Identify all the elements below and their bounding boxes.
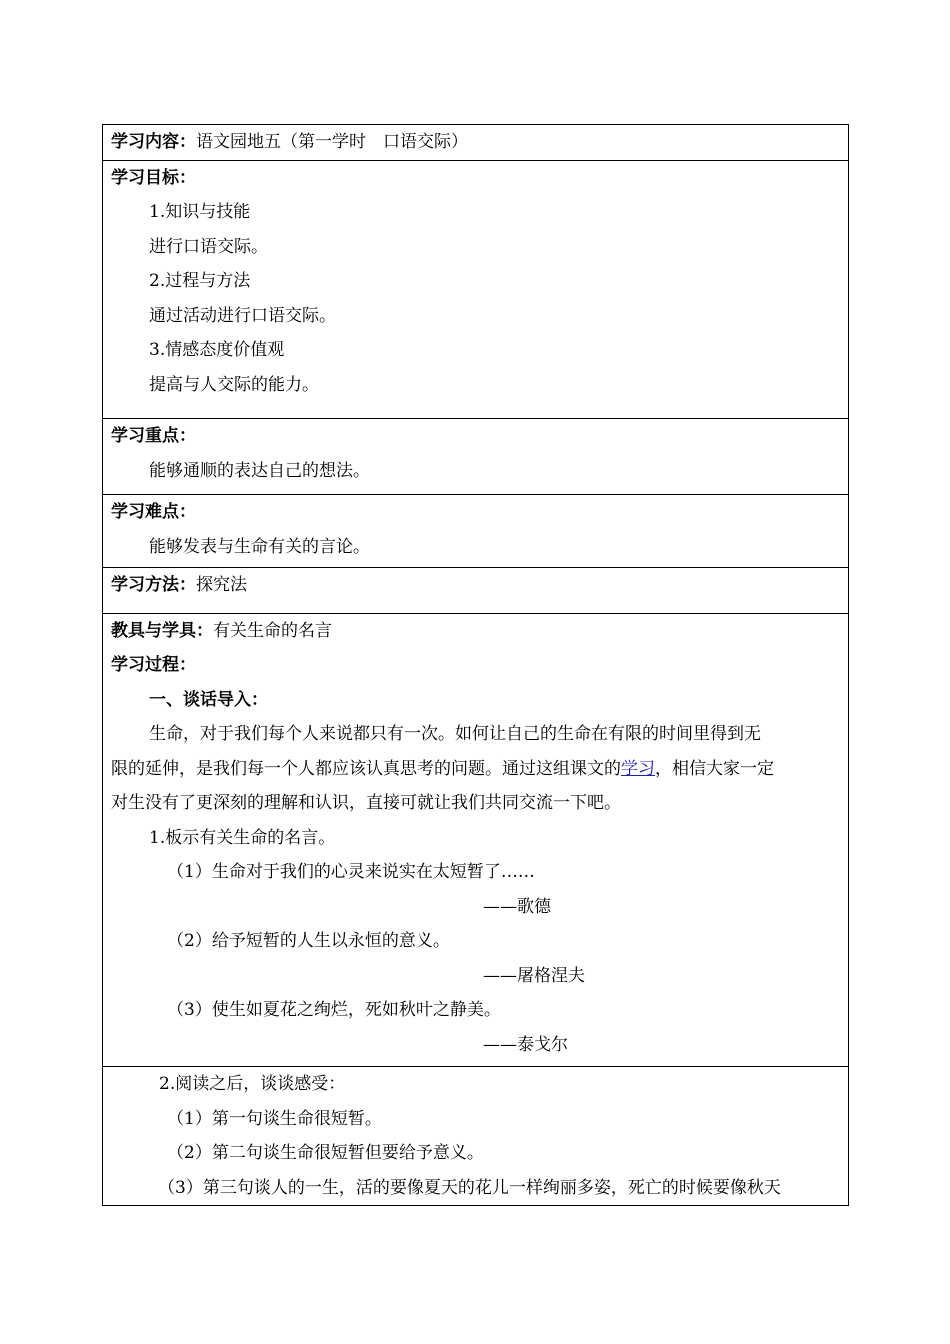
step-item: 2.阅读之后，谈谈感受： — [159, 1074, 346, 1094]
reading-item: （2）第二句谈生命很短暂但要给予意义。 — [167, 1143, 484, 1163]
study-link[interactable]: 学习 — [621, 758, 655, 779]
quote-author: ——泰戈尔 — [483, 1034, 568, 1055]
section-heading: 一、谈话导入： — [149, 689, 268, 710]
goal-item: 通过活动进行口语交际。 — [149, 305, 336, 326]
goal-item: 1.知识与技能 — [149, 202, 251, 222]
difficult-value: 能够发表与生命有关的言论。 — [149, 536, 370, 557]
difficult-label: 学习难点： — [111, 502, 196, 522]
key-value: 能够通顺的表达自己的想法。 — [149, 460, 370, 481]
reading-item: （1）第一句谈生命很短暂。 — [167, 1108, 382, 1129]
step-item: 1.板示有关生命的名言。 — [149, 827, 336, 848]
process-label: 学习过程： — [111, 655, 196, 675]
tools-label: 教具与学具： — [111, 620, 213, 641]
goals-label: 学习目标： — [111, 167, 196, 188]
goal-item: 2.过程与方法 — [149, 271, 251, 291]
paragraph-line: 对生没有了更深刻的理解和认识，直接可就让我们共同交流一下吧。 — [111, 793, 621, 813]
paragraph-line: 生命，对于我们每个人来说都只有一次。如何让自己的生命在有限的时间里得到无 — [149, 724, 761, 744]
paragraph-line: ，相信大家一定 — [655, 758, 774, 779]
content-value: 语文园地五（第一学时 口语交际） — [196, 132, 468, 152]
quote-author: ——歌德 — [483, 896, 551, 917]
key-label: 学习重点： — [111, 426, 196, 446]
row-method — [103, 568, 849, 614]
reading-item: （3）第三句谈人的一生，活的要像夏天的花儿一样绚丽多姿，死亡的时候要像秋天 — [158, 1177, 781, 1198]
row-process — [103, 613, 849, 1067]
quote-author: ——屠格涅夫 — [483, 965, 585, 986]
content-label: 学习内容： — [111, 132, 196, 152]
goal-item: 3.情感态度价值观 — [149, 340, 285, 360]
row-key-point — [103, 419, 849, 495]
row-goals — [103, 160, 849, 419]
row-content — [103, 125, 849, 161]
quote-text: （3）使生如夏花之绚烂，死如秋叶之静美。 — [167, 1000, 501, 1020]
paragraph-line: 限的延伸，是我们每一个人都应该认真思考的问题。通过这组课文的 — [111, 758, 621, 779]
row-difficult-point — [103, 495, 849, 568]
row-reading — [103, 1067, 849, 1206]
goal-item: 进行口语交际。 — [149, 236, 268, 257]
goal-item: 提高与人交际的能力。 — [149, 374, 319, 395]
quote-text: （2）给予短暂的人生以永恒的意义。 — [167, 931, 450, 951]
quote-text: （1）生命对于我们的心灵来说实在太短暂了…… — [167, 862, 535, 882]
method-label: 学习方法： — [111, 575, 196, 595]
lesson-plan-table — [102, 124, 849, 1206]
tools-value: 有关生命的名言 — [213, 620, 332, 641]
method-value: 探究法 — [196, 575, 247, 595]
